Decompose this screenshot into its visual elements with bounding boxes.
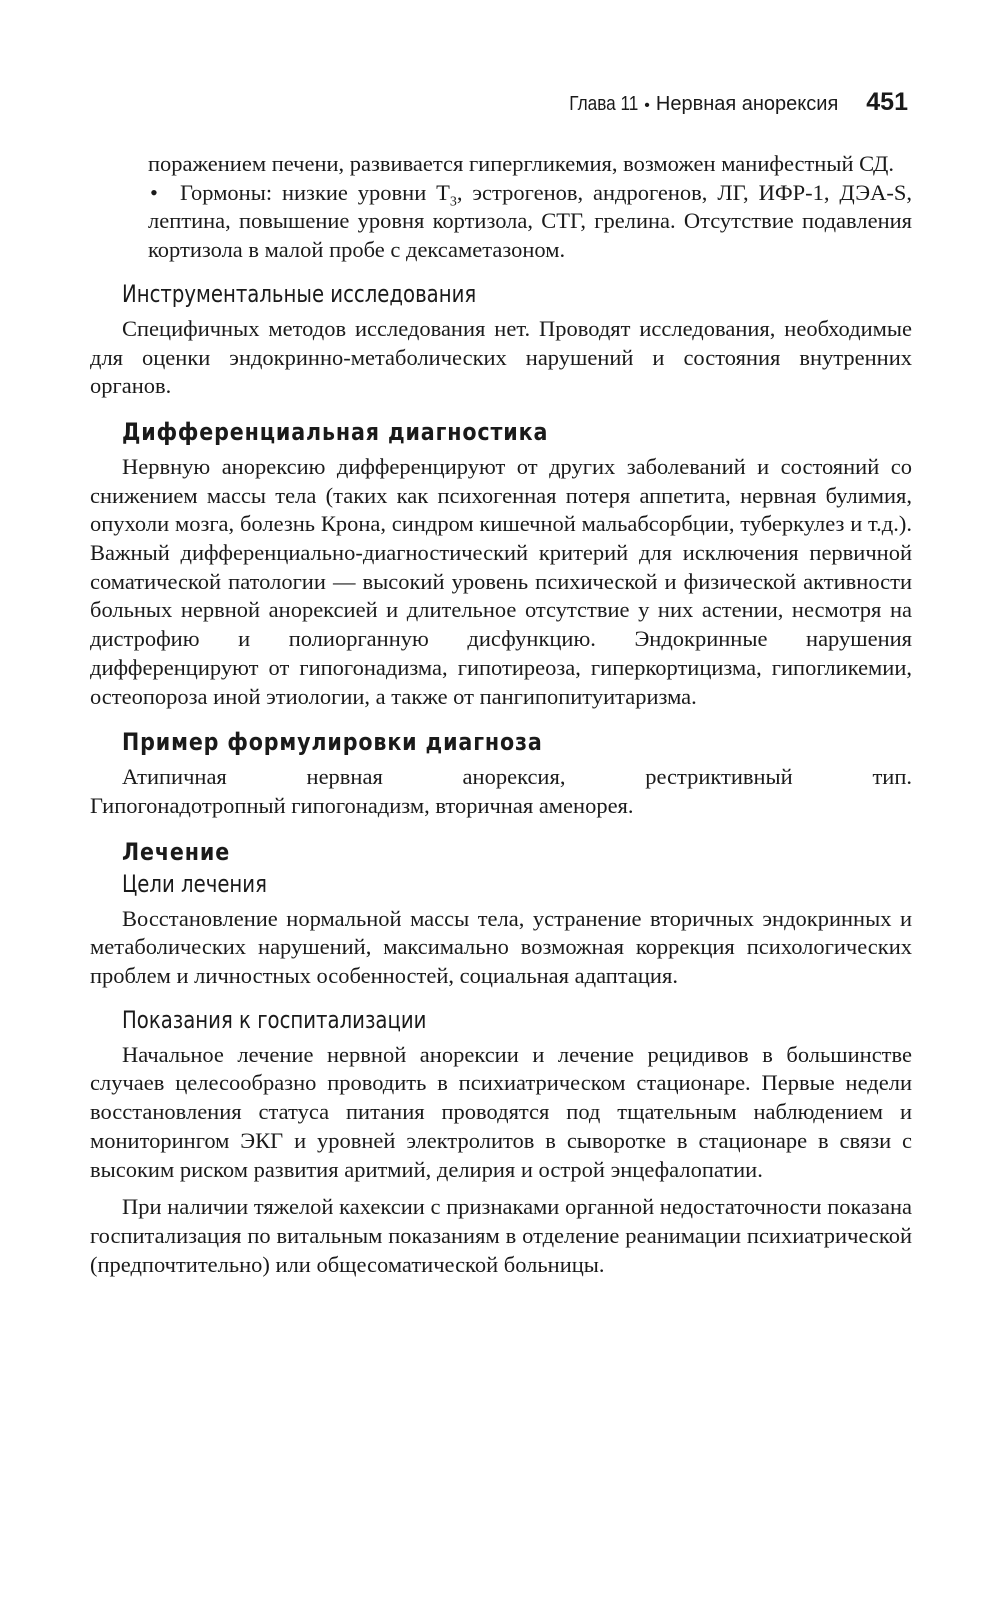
page-content (90, 150, 912, 1279)
goals-heading: Цели лечения (122, 869, 267, 898)
hormones-subscript: 3 (449, 194, 457, 210)
instrumental-text: Специфичных методов исследования нет. Проводят исследования, необходимые для оценки эндокринно-метаболических нарушений и состояния внутренних органов. (90, 315, 912, 399)
header-bullet: • (644, 97, 650, 114)
running-header (520, 88, 908, 124)
goals-text: Восстановление нормальной массы тела, устранение вторичных эндокринных и метаболических нарушений, максимально возможная коррекция психологических проблем и личностных особенностей, социальная адаптация. (90, 905, 912, 989)
hormones-text-end: , эстрогенов, андрогенов, ЛГ, ИФР-1, ДЭА-S, лептина, повышение уровня кортизола, СТГ, грелина. Отсутствие подавления кортизола в малой пробе с дексаметазоном. (148, 179, 913, 263)
page-number: 451 (866, 88, 908, 116)
treatment-heading: Лечение (122, 837, 231, 866)
differential-heading: Дифференциальная диагностика (122, 417, 549, 446)
hospitalization-heading: Показания к госпитализации (122, 1005, 427, 1034)
bullet-marker: • (150, 179, 158, 205)
example-line-1: Атипичная нервная анорексия, рестриктивный тип. (122, 764, 912, 790)
example-heading: Пример формулировки диагноза (122, 728, 543, 757)
header-topic: Нервная анорексия (655, 93, 839, 115)
differential-text: Нервную анорексию дифференцируют от других заболеваний и состояний со снижением массы тела (таких как психогенная потеря аппетита, нервная булимия, опухоли мозга, болезнь Крона, синдром кишечной мальабсорбции, туберкулез и т.д.). Важный дифференциально-диагностический критерий для исключения первичной соматической патологии — высокий уровень психической и физической активности больных нервной анорексией и длительное отсутствие у них астении, несмотря на дистрофию и полиорганную дисфункцию. Эндокринные нарушения дифференцируют от гипогонадизма, гипотиреоза, гиперкортицизма, гипогликемии, остеопороза иной этиологии, а также от пангипопитуитаризма. (90, 453, 912, 709)
hormones-text-start: Гормоны: низкие уровни Т (180, 179, 450, 205)
intro-continuation: поражением печени, развивается гипергликемия, возможен манифестный СД. (148, 151, 894, 176)
instrumental-heading: Инструментальные исследования (122, 279, 477, 308)
hospitalization-text-2: При наличии тяжелой кахексии с признаками органной недостаточности показана госпитализация по витальным показаниям в отделение реанимации психиатрической (предпочтительно) или общесоматической больницы. (90, 1194, 912, 1277)
hormones-bullet-item (90, 179, 912, 265)
hospitalization-text-1: Начальное лечение нервной анорексии и лечение рецидивов в большинстве случаев целесообразно проводить в психиатрическом стационаре. Первые недели восстановления статуса питания проводятся под тщательным наблюдением и мониторингом ЭКГ и уровней электролитов в сыворотке в стационаре в связи с высоким риском развития аритмий, делирия и острой энцефалопатии. (90, 1041, 912, 1182)
header-chapter: Глава 11 (569, 93, 639, 115)
example-line-2: Гипогонадотропный гипогонадизм, вторичная аменорея. (90, 792, 634, 818)
